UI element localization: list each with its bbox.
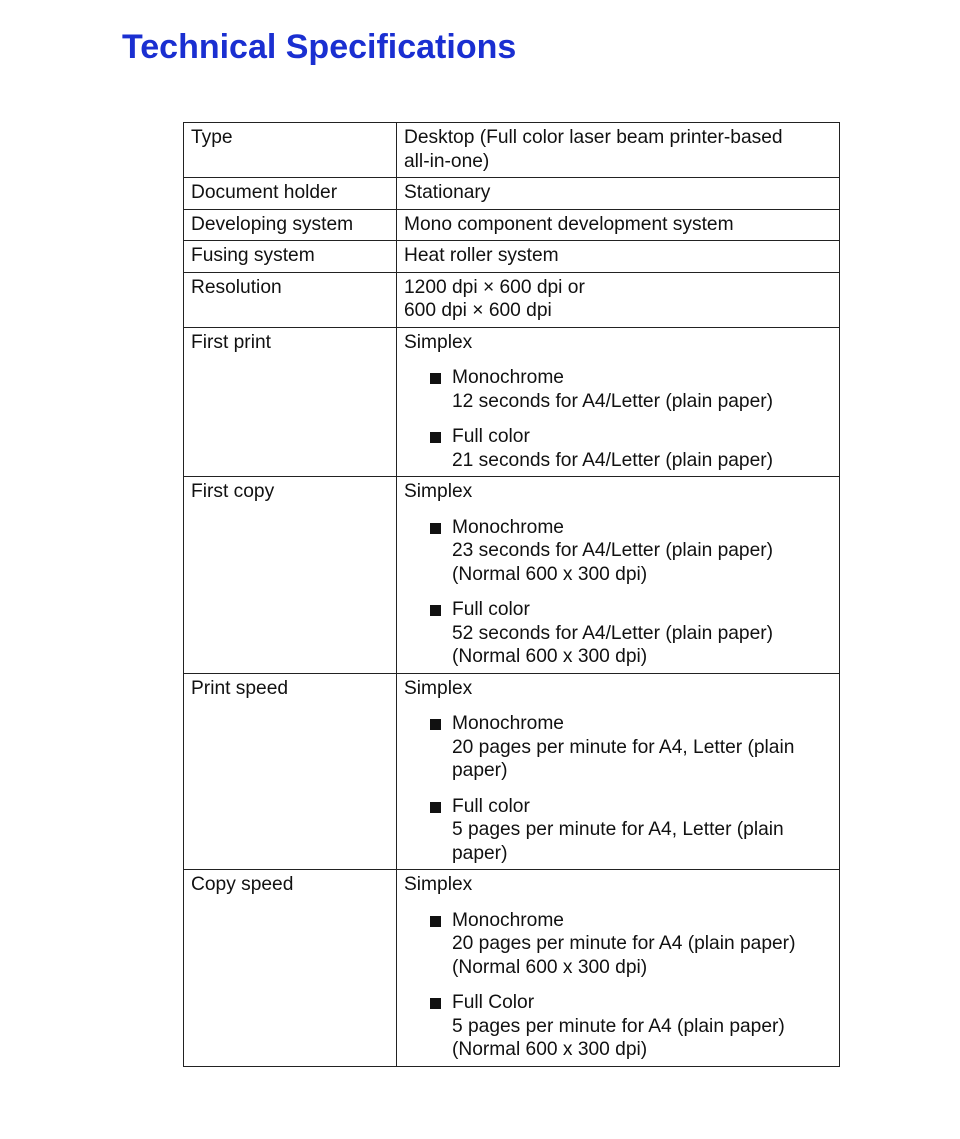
square-bullet-icon: [430, 916, 441, 927]
spec-label: Resolution: [184, 272, 397, 327]
square-bullet-icon: [430, 719, 441, 730]
spec-row-first-copy: [184, 477, 840, 674]
bullet-list: [404, 516, 832, 669]
spec-value: [397, 870, 840, 1067]
spec-label: Print speed: [184, 673, 397, 870]
bullet-title: Monochrome: [452, 367, 564, 388]
bullet-title: Monochrome: [452, 516, 564, 538]
list-item: [404, 516, 832, 587]
spec-value: [397, 241, 840, 273]
spec-value: [397, 272, 840, 327]
bullet-line: 23 seconds for A4/Letter (plain paper): [452, 540, 774, 561]
bullet-line: 12 seconds for A4/Letter (plain paper): [452, 390, 774, 412]
bullet-title: Monochrome: [452, 909, 564, 931]
spec-row-type: [184, 123, 840, 178]
list-item: [404, 598, 832, 669]
bullet-line: 5 pages per minute for A4 (plain paper): [452, 1015, 785, 1037]
square-bullet-icon: [430, 802, 441, 813]
spec-label: Document holder: [184, 178, 397, 210]
bullet-list: [404, 366, 832, 472]
square-bullet-icon: [430, 523, 441, 534]
spec-value: [397, 123, 840, 178]
page-title: Technical Specifications: [122, 28, 517, 66]
spec-row-copy-speed: [184, 870, 840, 1067]
bullet-line: 5 pages per minute for A4, Letter (plain: [452, 819, 784, 840]
bullet-line: 52 seconds for A4/Letter (plain paper): [452, 622, 774, 644]
spec-label: First copy: [184, 477, 397, 674]
spec-value-line: Stationary: [404, 182, 491, 203]
spec-value: [397, 327, 840, 477]
spec-label: First print: [184, 327, 397, 477]
bullet-line: (Normal 600 x 300 dpi): [452, 646, 648, 667]
spec-value-line: Heat roller system: [404, 245, 559, 266]
spec-value: [397, 209, 840, 241]
bullet-list: [404, 712, 832, 865]
square-bullet-icon: [430, 373, 441, 384]
bullet-line: (Normal 600 x 300 dpi): [452, 956, 648, 978]
spec-value-line: all-in-one): [404, 150, 490, 172]
spec-mode: Simplex: [404, 481, 473, 502]
bullet-line: (Normal 600 x 300 dpi): [452, 563, 648, 585]
bullet-line: paper): [452, 842, 508, 864]
spec-row-resolution: [184, 272, 840, 327]
list-item: [404, 366, 832, 413]
list-item: [404, 712, 832, 783]
bullet-line: 20 pages per minute for A4, Letter (plain: [452, 736, 795, 758]
spec-row-fusing-system: [184, 241, 840, 273]
bullet-line: paper): [452, 760, 508, 781]
spec-mode: Simplex: [404, 331, 473, 353]
spec-label: Copy speed: [184, 870, 397, 1067]
list-item: [404, 909, 832, 980]
spec-value: [397, 477, 840, 674]
bullet-line: 21 seconds for A4/Letter (plain paper): [452, 449, 774, 471]
square-bullet-icon: [430, 432, 441, 443]
spec-value: [397, 178, 840, 210]
spec-mode: Simplex: [404, 677, 473, 699]
bullet-line: (Normal 600 x 300 dpi): [452, 1039, 648, 1060]
spec-mode: Simplex: [404, 874, 473, 895]
bullet-title: Full color: [452, 599, 530, 620]
bullet-title: Monochrome: [452, 713, 564, 734]
spec-value-line: Mono component development system: [404, 213, 734, 235]
bullet-title: Full color: [452, 795, 530, 817]
spec-row-print-speed: [184, 673, 840, 870]
spec-value: [397, 673, 840, 870]
square-bullet-icon: [430, 998, 441, 1009]
spec-value-line: 600 dpi × 600 dpi: [404, 300, 552, 321]
spec-row-document-holder: [184, 178, 840, 210]
spec-label: Developing system: [184, 209, 397, 241]
spec-value-line: 1200 dpi × 600 dpi or: [404, 276, 585, 298]
spec-value-line: Desktop (Full color laser beam printer-based: [404, 127, 783, 148]
square-bullet-icon: [430, 605, 441, 616]
spec-label: Type: [184, 123, 397, 178]
specifications-table: [183, 122, 840, 1067]
bullet-title: Full color: [452, 426, 530, 447]
list-item: [404, 795, 832, 866]
list-item: [404, 991, 832, 1062]
spec-label: Fusing system: [184, 241, 397, 273]
bullet-line: 20 pages per minute for A4 (plain paper): [452, 933, 796, 954]
bullet-list: [404, 909, 832, 1062]
spec-row-developing-system: [184, 209, 840, 241]
spec-row-first-print: [184, 327, 840, 477]
list-item: [404, 425, 832, 472]
bullet-title: Full Color: [452, 992, 535, 1013]
